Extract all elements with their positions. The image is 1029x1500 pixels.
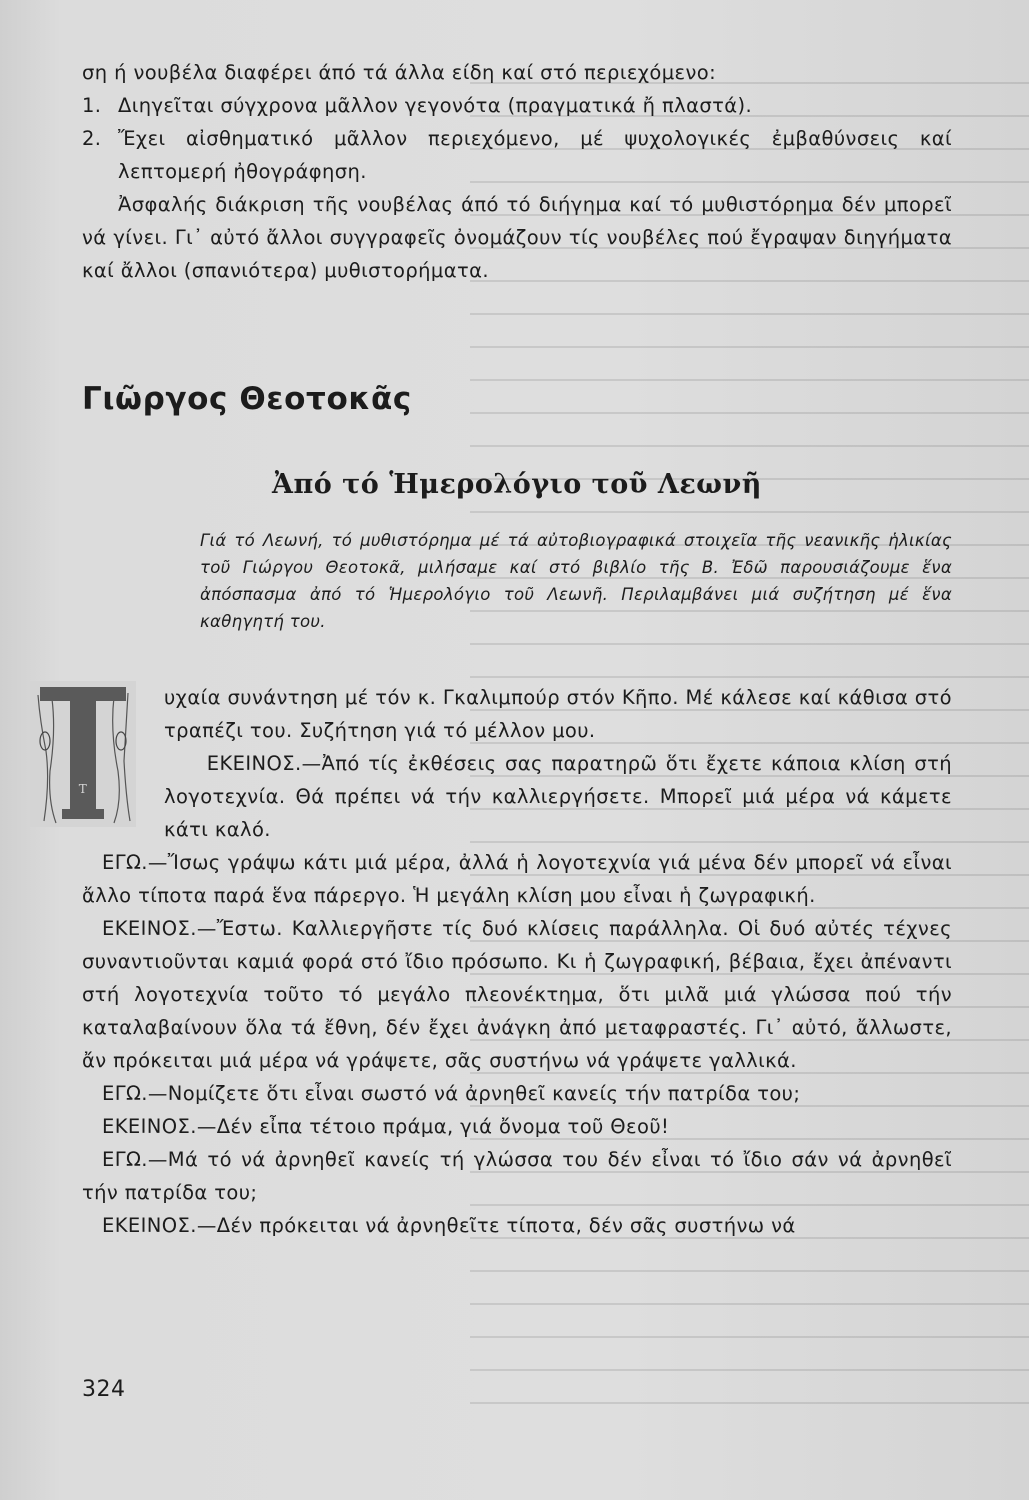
dialogue-line [82, 1077, 952, 1110]
speech: —Ἔστω. Καλλιεργῆστε τίς δυό κλίσεις παράλληλα. Οἱ δυό αὐτές τέχνες συναντιοῦνται καμιά φορά στό ἴδιο πρόσωπο. Κι ἡ ζωγραφική, βέβαια, ἔχει ἀπέναντι στή λογοτεχνία τοῦτο τό μεγάλο πλεονέκτημα, ὅτι μιλᾶ μιά γλώσσα πού τήν καταλαβαίνουν ὅλα τά ἔθνη, δέν ἔχει ἀνάγκη ἀπό μεταφραστές. Γι᾽ αὐτό, ἄλλωστε, ἄν πρόκειται μιά μέρα νά γράψετε, σᾶς συστήνω νά γράψετε γαλλικά. [82, 917, 952, 1072]
excerpt-title: Ἀπό τό Ἡμερολόγιο τοῦ Λεωνῆ [272, 469, 762, 500]
speaker: ΕΓΩ. [102, 1082, 148, 1105]
list-item [82, 122, 952, 188]
speech: —Δέν εἶπα τέτοιο πράμα, γιά ὄνομα τοῦ Θεοῦ! [196, 1115, 670, 1138]
drop-cap-icon [30, 681, 136, 827]
dialogue-line [164, 752, 952, 841]
speech: —Ἀπό τίς ἐκθέσεις σας παρατηρῶ ὅτι ἔχετε κάποια κλίση στή λογοτεχνία. Θά πρέπει νά τήν καλλιεργήσετε. Μπορεῖ μιά μέρα νά κάμετε κάτι καλό. [164, 752, 952, 841]
speaker: ΕΓΩ. [102, 851, 148, 874]
first-paragraph-block [78, 681, 952, 846]
list-text: Διηγεῖται σύγχρονα μᾶλλον γεγονότα (πραγματικά ἤ πλαστά). [118, 94, 753, 117]
first-paragraph-text: υχαία συνάντηση μέ τόν κ. Γκαλιμπούρ στόν Κῆπο. Μέ κάλεσε καί κάθισα στό τραπέζι του. Συζήτηση γιά τό μέλλον μου. [164, 686, 952, 742]
speech: —Νομίζετε ὅτι εἶναι σωστό νά ἀρνηθεῖ κανείς τήν πατρίδα του; [147, 1082, 801, 1105]
intro-line: ση ή νουβέλα διαφέρει άπό τά άλλα είδη καί στό περιεχόμενο: [82, 61, 717, 84]
list-text: Ἔχει αἰσθηματικό μᾶλλον περιεχόμενο, μέ ψυχολογικές ἐμβαθύνσεις καί λεπτομερή ἠθογράφηση. [118, 127, 952, 183]
list-number: 1. [82, 94, 102, 117]
dialogue-line [82, 912, 952, 1077]
list-item [82, 89, 952, 122]
list-number: 2. [82, 127, 102, 150]
dialogue-line [82, 1110, 952, 1143]
dialogue-line [82, 1209, 952, 1242]
dialogue-line [82, 846, 952, 912]
page-content [78, 56, 952, 1242]
speaker: ΕΓΩ. [102, 1148, 148, 1171]
first-paragraph [164, 681, 952, 846]
speaker: ΕΚΕΙΝΟΣ. [206, 752, 302, 775]
speaker: ΕΚΕΙΝΟΣ. [102, 1214, 197, 1237]
speaker: ΕΚΕΙΝΟΣ. [102, 1115, 197, 1138]
speaker: ΕΚΕΙΝΟΣ. [102, 917, 197, 940]
speech: —Δέν πρόκειται νά ἀρνηθεῖτε τίποτα, δέν σᾶς συστήνω νά [196, 1214, 796, 1237]
dialogue-line [82, 1143, 952, 1209]
drop-cap-letter: Τ [78, 782, 88, 796]
drop-cap-ornament [30, 681, 136, 827]
speech: —Ἴσως γράψω κάτι μιά μέρα, ἀλλά ἡ λογοτεχνία γιά μένα δέν μπορεῖ νά εἶναι ἄλλο τίποτα παρά ἕνα πάρεργο. Ἡ μεγάλη κλίση μου εἶναι ἡ ζωγραφική. [82, 851, 952, 907]
intro-paragraph: Ἀσφαλής διάκριση τῆς νουβέλας άπό τό διήγημα καί τό μυθιστόρημα δέν μπορεῖ νά γίνει. Γι᾽ αὐτό ἄλλοι συγγραφεῖς ὀνομάζουν τίς νουβέλες πού ἔγραψαν διηγήματα καί ἄλλοι (σπανιότερα) μυθιστορήματα. [82, 193, 952, 282]
intro-note: Γιά τό Λεωνή, τό μυθιστόρημα μέ τά αὐτοβιογραφικά στοιχεῖα τῆς νεανικῆς ἡλικίας τοῦ Γιώργου Θεοτοκᾶ, μιλήσαμε καί στό βιβλίο τῆς Β. Ἐδῶ παρουσιάζουμε ἕνα ἀπόσπασμα ἀπό τό Ἡμερολόγιο τοῦ Λεωνῆ. Περιλαμβάνει μιά συζήτηση μέ ἕνα καθηγητή του. [200, 531, 952, 631]
speech: —Μά τό νά ἀρνηθεῖ κανείς τή γλώσσα του δέν εἶναι τό ἴδιο σάν νά ἀρνηθεῖ τήν πατρίδα του; [82, 1148, 952, 1204]
author-heading: Γιῶργος Θεοτοκᾶς [82, 381, 412, 417]
page-number: 324 [82, 1377, 126, 1402]
